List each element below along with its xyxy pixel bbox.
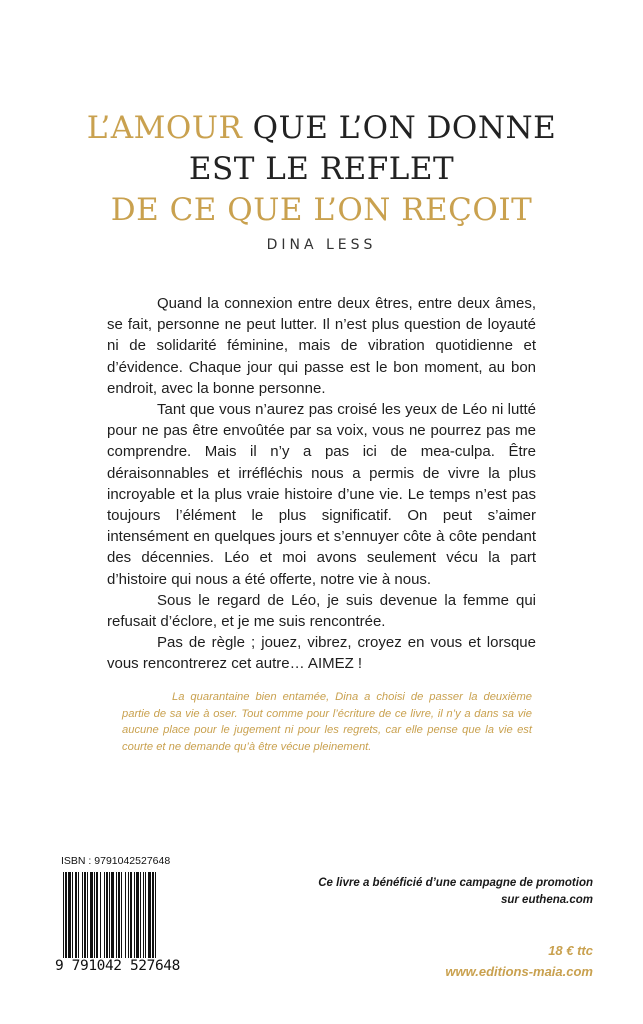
barcode-bar: [145, 872, 146, 968]
barcode-bar: [109, 872, 110, 968]
blurb: [107, 293, 536, 675]
blurb-paragraph: Quand la connexion entre deux êtres, entre deux âmes, se fait, personne ne peut lutter. Il n’est plus question de loyauté ni de solidarité féminine, mais de vibration quotidienne et d’évidence. Chaque jour qui passe est le bon moment, au bon endroit, avec la bonne personne.: [107, 295, 536, 397]
barcode-bar: [65, 872, 67, 968]
barcode-bar: [143, 872, 144, 968]
barcode-bar: [100, 872, 101, 968]
author-name: DINA LESS: [266, 237, 377, 253]
barcode-bar: [84, 872, 86, 968]
book-title: [0, 108, 643, 231]
blurb-paragraph: Sous le regard de Léo, je suis devenue la femme qui refusait d’éclore, et je me suis rencontrée.: [107, 591, 536, 631]
barcode-bar: [136, 872, 139, 968]
barcode-bar: [152, 872, 154, 968]
barcode-bar: [82, 872, 83, 968]
barcode-bar: [118, 872, 120, 968]
title-line-1-rest: QUE L’ON DONNE: [242, 110, 557, 146]
barcode-bar: [116, 872, 117, 968]
barcode-bar: [128, 872, 129, 968]
title-word-amour: L’AMOUR: [86, 110, 243, 146]
barcode-bar: [121, 872, 122, 968]
barcode-bar: [106, 872, 108, 968]
title-line-1: [0, 108, 643, 149]
barcode-bar: [96, 872, 98, 968]
blurb-paragraph: Pas de règle ; jouez, vibrez, croyez en vous et lorsque vous rencontrerez cet autre… AIMEZ !: [107, 634, 536, 673]
barcode-bar: [63, 872, 64, 968]
barcode-bar: [78, 872, 79, 968]
barcode-bar: [104, 872, 105, 968]
barcode-bar: [90, 872, 93, 968]
title-line-3: DE CE QUE L’ON REÇOIT: [110, 192, 533, 228]
barcode-bar: [87, 872, 88, 968]
barcode-bar: [130, 872, 132, 968]
barcode-bar: [155, 872, 156, 968]
barcode-bar: [75, 872, 77, 968]
barcode-bar: [140, 872, 141, 968]
price: 18 € ttc: [548, 943, 593, 958]
barcode-digits: 9 791042 527648: [55, 958, 193, 974]
barcode-bar: [134, 872, 135, 968]
author-bio: La quarantaine bien entamée, Dina a choisi de passer la deuxième partie de sa vie à oser. Tout comme pour l’écriture de ce livre, il n’y a dans sa vie aucune place pour le jugement ni pour les regrets, car elle pense que la vie est courte et ne demande qu’à être vécue pleinement.: [122, 691, 532, 753]
barcode-bar: [68, 872, 71, 968]
promo-notice: [273, 875, 593, 909]
publisher-website: www.editions-maia.com: [445, 964, 593, 979]
barcode-bar: [72, 872, 73, 968]
barcode-bar: [148, 872, 151, 968]
title-line-2: EST LE REFLET: [188, 151, 455, 187]
barcode-bar: [94, 872, 95, 968]
blurb-paragraph: Tant que vous n’aurez pas croisé les yeux de Léo ni lutté pour ne pas être envoûtée par sa voix, vous ne pourrez pas me comprendre. Mais il n’y a pas ici de mea-culpa. Être déraisonnables et irréfléchis nous a permis de vivre la plus incroyable et la plus vraie histoire d’une vie. Le temps n’est pas toujours l’élément le plus significatif. On peut s’aimer intensément en quelques jours et s’ennuyer côte à côte pendant des décennies. Léo et moi avons seulement vécu la part d’histoire qui nous a été offerte, notre vie à nous.: [107, 401, 536, 588]
promo-line-1: Ce livre a bénéficié d’une campagne de promotion: [318, 877, 593, 889]
promo-line-2: sur euthena.com: [500, 894, 593, 906]
barcode-bar: [125, 872, 126, 968]
barcode: [61, 872, 188, 968]
isbn-label: ISBN : 9791042527648: [61, 855, 171, 867]
barcode-bar: [111, 872, 114, 968]
